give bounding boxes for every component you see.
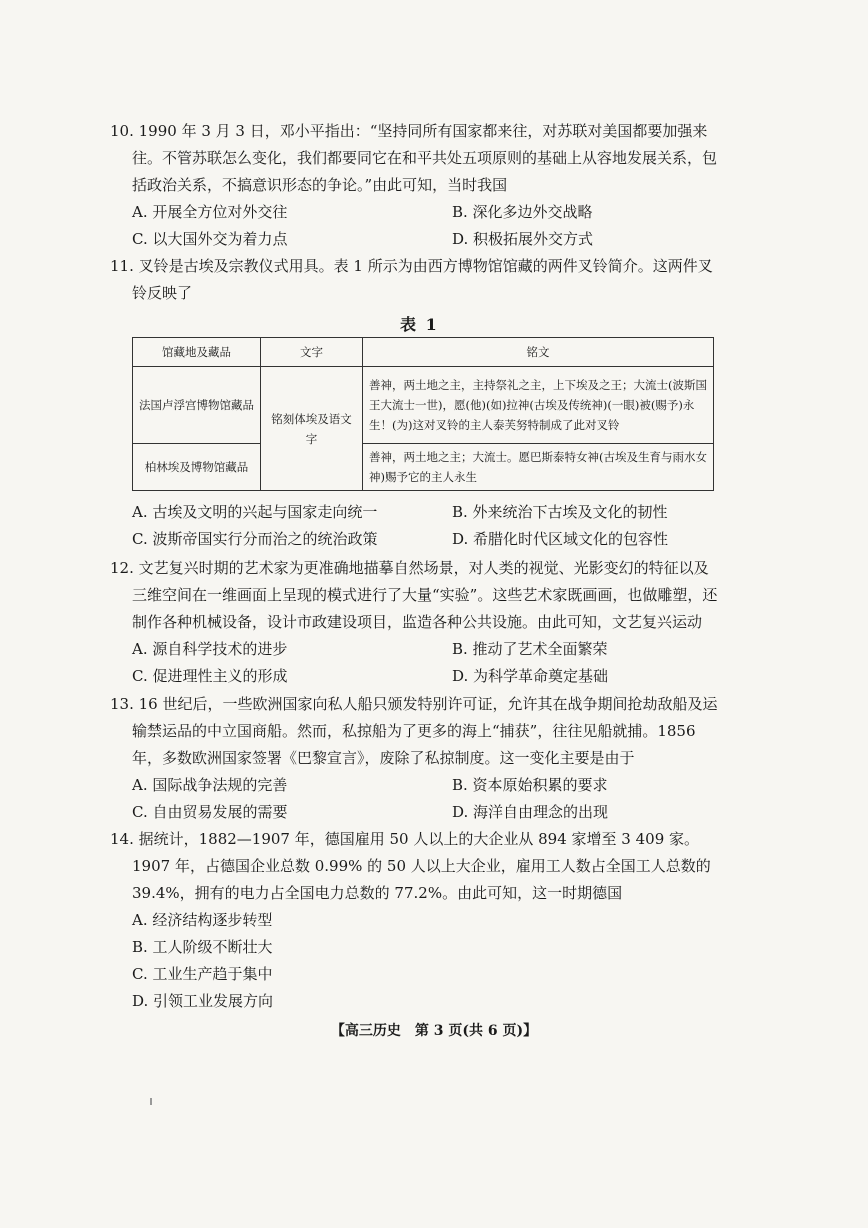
table-cell-collection: 法国卢浮宫博物馆藏品 — [133, 367, 261, 444]
table-cell-collection: 柏林埃及博物馆藏品 — [133, 444, 261, 491]
table-header: 铭文 — [363, 338, 714, 367]
option-a[interactable]: A. 国际战争法规的完善 — [132, 776, 288, 794]
option-a[interactable]: A. 开展全方位对外交往 — [132, 203, 288, 221]
table-header-row — [133, 338, 714, 367]
options — [110, 199, 722, 253]
museum-table — [132, 337, 714, 491]
option-d[interactable]: D. 为科学革命奠定基础 — [452, 667, 609, 685]
question-13 — [110, 691, 722, 826]
options — [110, 907, 722, 1015]
question-stem: 10. 1990 年 3 月 3 日，邓小平指出：“坚持同所有国家都来往，对苏联对美国都要加强来往。不管苏联怎么变化，我们都要同它在和平共处五项原则的基础上从容地发展关系，包括政治关系，不搞意识形态的争论。”由此可知，当时我国 — [110, 122, 718, 194]
options — [110, 772, 722, 826]
table-row — [133, 444, 714, 491]
option-d[interactable]: D. 积极拓展外交方式 — [452, 230, 594, 248]
table-title: 表 1 — [400, 315, 439, 334]
table-header: 馆藏地及藏品 — [133, 338, 261, 367]
option-c[interactable]: C. 以大国外交为着力点 — [132, 230, 288, 248]
option-a[interactable]: A. 古埃及文明的兴起与国家走向统一 — [132, 503, 378, 521]
option-c[interactable]: C. 促进理性主义的形成 — [132, 667, 288, 685]
table-cell-inscription: 善神，两土地之主，主持祭礼之主，上下埃及之王；大流士(波斯国王大流士一世)，愿(他)(如)拉神(古埃及传统神)(一眼)被(赐予)永生！(为)这对叉铃的主人泰芙努特制成了此对叉铃 — [363, 367, 714, 444]
option-d[interactable]: D. 引领工业发展方向 — [132, 992, 274, 1010]
option-c[interactable]: C. 自由贸易发展的需要 — [132, 803, 288, 821]
option-b[interactable]: B. 资本原始积累的要求 — [452, 776, 608, 794]
option-b[interactable]: B. 外来统治下古埃及文化的韧性 — [452, 503, 668, 521]
question-11-options — [110, 499, 722, 553]
table-cell-text: 铭刻体埃及语文字 — [261, 367, 363, 491]
question-10 — [110, 118, 722, 253]
table-header: 文字 — [261, 338, 363, 367]
page-footer: 【高三历史 第 3 页(共 6 页)】 — [330, 1023, 538, 1039]
option-a[interactable]: A. 源自科学技术的进步 — [132, 640, 288, 658]
options — [110, 499, 722, 553]
scan-mark — [150, 1098, 152, 1105]
question-12 — [110, 555, 722, 690]
table-cell-inscription: 善神，两土地之主；大流士。愿巴斯泰特女神(古埃及生育与雨水女神)赐予它的主人永生 — [363, 444, 714, 491]
question-stem: 11. 叉铃是古埃及宗教仪式用具。表 1 所示为由西方博物馆馆藏的两件叉铃简介。这两件叉铃反映了 — [110, 257, 713, 302]
option-d[interactable]: D. 希腊化时代区域文化的包容性 — [452, 530, 669, 548]
option-b[interactable]: B. 深化多边外交战略 — [452, 203, 593, 221]
option-b[interactable]: B. 推动了艺术全面繁荣 — [452, 640, 608, 658]
question-stem: 14. 据统计，1882—1907 年，德国雇用 50 人以上的大企业从 894 家增至 3 409 家。1907 年，占德国企业总数 0.99% 的 50 人以上大企业，雇用工人数占全国工人总数的 39.4%，拥有的电力占全国电力总数的 77.2%。由此可知，这一时期德国 — [110, 830, 711, 902]
question-stem: 12. 文艺复兴时期的艺术家为更准确地描摹自然场景，对人类的视觉、光影变幻的特征以及三维空间在一维画面上呈现的模式进行了大量“实验”。这些艺术家既画画，也做雕塑，还制作各种机械设备，设计市政建设项目，监造各种公共设施。由此可知，文艺复兴运动 — [110, 559, 718, 631]
table-row — [133, 367, 714, 444]
question-stem: 13. 16 世纪后，一些欧洲国家向私人船只颁发特别许可证，允许其在战争期间抢劫敌船及运输禁运品的中立国商船。然而，私掠船为了更多的海上“捕获”，往往见船就捕。1856 年，多数欧洲国家签署《巴黎宣言》，废除了私掠制度。这一变化主要是由于 — [110, 695, 718, 767]
option-a[interactable]: A. 经济结构逐步转型 — [132, 911, 273, 929]
option-c[interactable]: C. 波斯帝国实行分而治之的统治政策 — [132, 530, 378, 548]
option-c[interactable]: C. 工业生产趋于集中 — [132, 965, 273, 983]
question-14 — [110, 826, 722, 1015]
option-b[interactable]: B. 工人阶级不断壮大 — [132, 938, 273, 956]
option-d[interactable]: D. 海洋自由理念的出现 — [452, 803, 609, 821]
options — [110, 636, 722, 690]
question-11 — [110, 253, 722, 307]
